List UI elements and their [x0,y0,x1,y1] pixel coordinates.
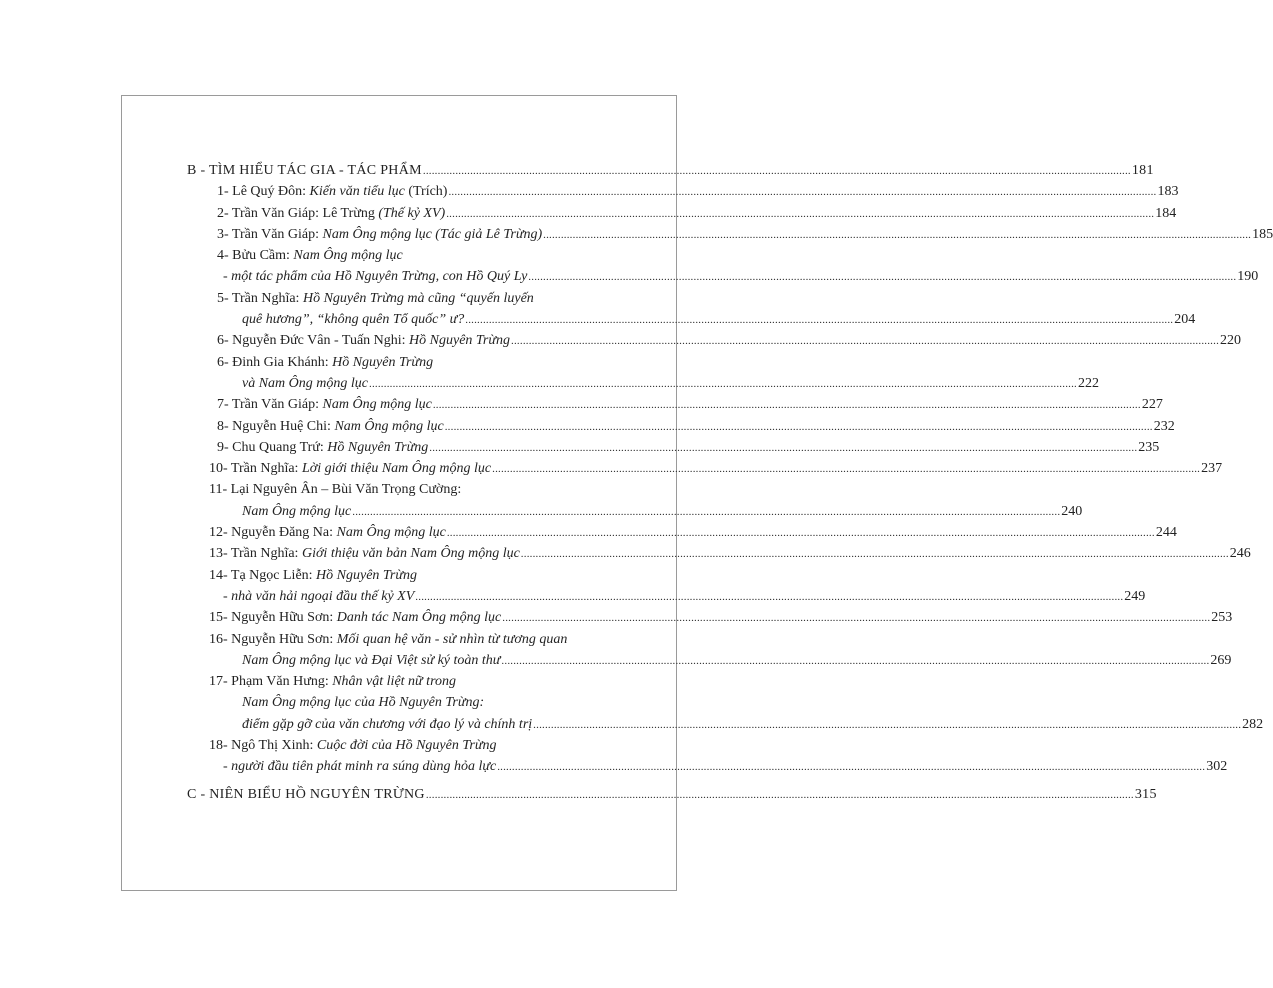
page-number: 237 [1201,461,1223,477]
page-number: 184 [1155,205,1177,221]
toc-entry-first-line [187,479,600,500]
toc-entry-first-line [187,629,600,650]
page-number: 183 [1157,184,1179,200]
page-number: 315 [1134,786,1157,802]
toc-entry [187,522,1177,543]
toc-entry-continuation [187,501,1083,522]
entry-title: Giới thiệu văn bản Nam Ông mộng lục [301,546,520,562]
page-number: 204 [1174,312,1196,328]
dot-leader [445,417,1153,438]
entry-author: 16- Nguyễn Hữu Sơn: [209,631,337,647]
entry-title: Kiến văn tiểu lục [309,184,405,200]
toc-entry-first-line [187,671,600,692]
dot-leader [533,715,1241,736]
dot-leader [492,459,1200,480]
entry-author: 1- Lê Quý Đôn: [217,184,310,200]
toc-entry [187,224,1273,245]
entry-author: 3- Trần Văn Giáp: [217,226,323,242]
toc-entry [187,458,1223,479]
section-title: C - NIÊN BIỂU HỒ NGUYÊN TRỪNG [187,786,425,802]
toc-entry [187,181,1179,202]
entry-title: Nam Ông mộng lục [293,248,403,264]
entry-title: Danh tác Nam Ông mộng lục [336,610,502,626]
page-number: 282 [1242,716,1264,732]
page-number: 185 [1252,226,1273,242]
toc-section-b [187,160,1154,181]
toc-entry-continuation [187,650,1232,671]
page-number: 246 [1229,546,1251,562]
entry-continuation: Nam Ông mộng lục [242,503,352,519]
page-number: 222 [1078,375,1099,391]
entry-extra: (Trích) [404,184,448,200]
toc-entry-continuation [187,373,1099,394]
dot-leader [352,502,1060,523]
toc-entry [187,330,1242,351]
page-number: 227 [1141,397,1163,413]
toc-entry [187,543,1251,564]
toc-entry-first-line [187,735,600,756]
entry-title: Hồ Nguyên Trừng [327,439,429,455]
entry-continuation: Nam Ông mộng lục của Hồ Nguyên Trừng: [242,695,485,711]
toc-entry-continuation [187,586,1146,607]
page-number: 190 [1237,269,1259,285]
page-number: 240 [1061,503,1083,519]
entry-continuation: quê hương”, “không quên Tổ quốc” ư? [242,312,465,328]
entry-author: 11- Lại Nguyên Ân – Bùi Văn Trọng Cường: [209,482,462,498]
entry-title-plain: Lê Trừng [322,205,379,221]
toc-entry [187,607,1233,628]
table-of-contents [187,160,1273,805]
toc-entry-continuation [187,692,600,713]
entry-title: Nam Ông mộng lục [336,525,446,541]
dot-leader [446,204,1154,225]
entry-continuation: - nhà văn hải ngoại đầu thế kỷ XV [223,588,415,604]
entry-author: 5- Trần Nghĩa: [217,290,303,306]
toc-entry-continuation [187,714,1264,735]
page-number: 269 [1210,652,1232,668]
dot-leader [369,374,1077,395]
page-number: 249 [1124,588,1146,604]
dot-leader [423,161,1131,182]
page-number: 232 [1153,418,1175,434]
toc-entry [187,394,1163,415]
entry-author: 12- Nguyễn Đăng Na: [209,525,337,541]
toc-entry [187,203,1177,224]
entry-continuation: điểm gặp gỡ của văn chương với đạo lý và chính trị [242,716,533,732]
entry-author: 10- Trần Nghĩa: [209,461,302,477]
entry-author: 7- Trần Văn Giáp: [217,397,323,413]
entry-author: 6- Đinh Gia Khánh: [217,354,333,370]
dot-leader [521,544,1229,565]
toc-entry-first-line [187,245,600,266]
entry-author: 13- Trần Nghĩa: [209,546,302,562]
dot-leader [502,608,1210,629]
entry-continuation: - một tác phẩm của Hồ Nguyên Trừng, con Hồ Quý Ly [223,269,528,285]
entry-title: Nam Ông mộng lục [322,397,432,413]
dot-leader [426,785,1134,806]
entry-title: Lời giới thiệu Nam Ông mộng lục [301,461,492,477]
toc-section-c [187,784,1157,805]
entry-title: (Thế kỷ XV) [378,205,446,221]
page-number: 302 [1206,759,1228,775]
section-title: B - TÌM HIỂU TÁC GIA - TÁC PHẨM [187,163,422,178]
entry-author: 4- Bửu Cầm: [217,248,294,264]
toc-entry-first-line [187,565,600,586]
entry-title: Hồ Nguyên Trừng [316,567,418,583]
entry-title: Cuộc đời của Hồ Nguyên Trừng [316,738,497,754]
dot-leader [501,651,1209,672]
entry-continuation: - người đầu tiên phát minh ra súng dùng hỏa lực [223,759,497,775]
toc-entry-first-line [187,352,600,373]
entry-title: Nhân vật liệt nữ trong [332,674,456,690]
entry-author: 17- Phạm Văn Hưng: [209,674,333,690]
entry-continuation: và Nam Ông mộng lục [242,375,368,391]
entry-title: Nam Ông mộng lục [334,418,444,434]
entry-author: 8- Nguyễn Huệ Chi: [217,418,335,434]
toc-entry-first-line [187,288,600,309]
entry-author: 14- Tạ Ngọc Liễn: [209,567,317,583]
entry-title: Mối quan hệ văn - sử nhìn từ tương quan [336,631,568,647]
dot-leader [543,225,1251,246]
dot-leader [433,395,1141,416]
toc-entry [187,416,1175,437]
entry-title: Nam Ông mộng lục (Tác giả Lê Trừng) [322,226,543,242]
dot-leader [447,523,1155,544]
dot-leader [511,331,1219,352]
page-number: 220 [1220,333,1242,349]
dot-leader [448,182,1156,203]
page-number: 235 [1138,439,1160,455]
page-number: 181 [1131,163,1154,178]
toc-entry-continuation [187,756,1228,777]
dot-leader [497,757,1205,778]
entry-author: 15- Nguyễn Hữu Sơn: [209,610,337,626]
dot-leader [465,310,1173,331]
page-number: 253 [1211,610,1233,626]
entry-author: 18- Ngô Thị Xinh: [209,738,317,754]
entry-title: Hồ Nguyên Trừng [332,354,434,370]
toc-entry-continuation [187,309,1196,330]
entry-author: 2- Trần Văn Giáp: [217,205,323,221]
page-number: 244 [1155,525,1177,541]
dot-leader [429,438,1137,459]
toc-entry [187,437,1160,458]
entry-author: 6- Nguyễn Đức Vân - Tuấn Nghi: [217,333,410,349]
entry-title: Hồ Nguyên Trừng mà cũng “quyến luyến [302,290,534,306]
entry-author: 9- Chu Quang Trứ: [217,439,328,455]
dot-leader [528,267,1236,288]
dot-leader [415,587,1123,608]
toc-entry-continuation [187,266,1259,287]
entry-continuation: Nam Ông mộng lục và Đại Việt sử ký toàn thư [242,652,501,668]
entry-title: Hồ Nguyên Trừng [409,333,511,349]
